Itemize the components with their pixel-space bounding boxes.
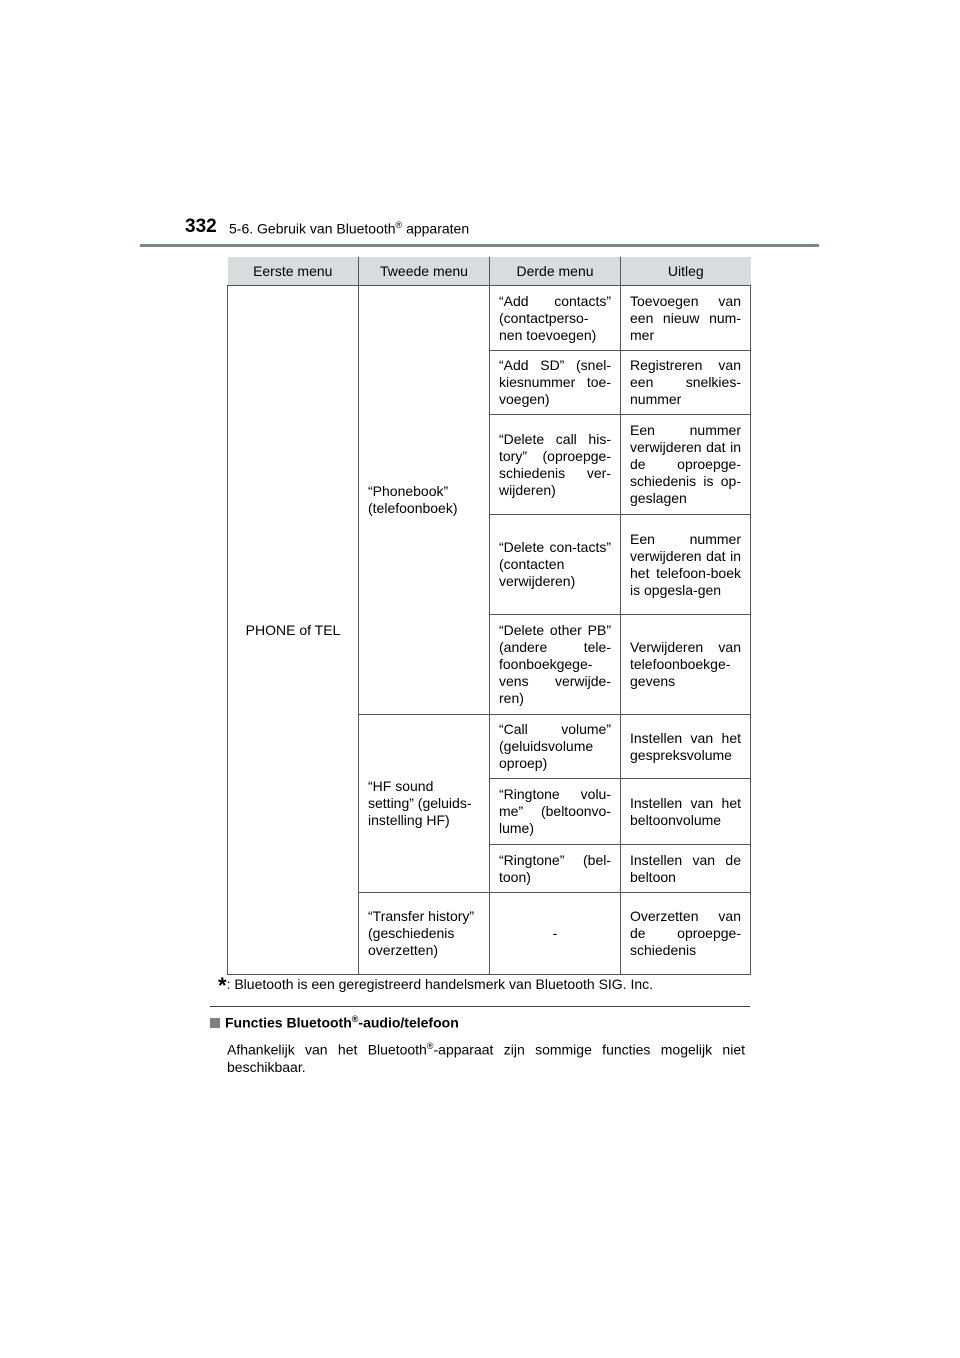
menu-table: [227, 257, 751, 975]
page-number: 332: [185, 216, 217, 237]
section-divider: [210, 1006, 750, 1007]
explanation-cell: Registreren van een snelkies-nummer: [621, 351, 751, 415]
subsection-heading: Functies Bluetooth®-audio/telefoon: [210, 1014, 459, 1031]
table-row: [228, 286, 751, 351]
header-rule: [140, 244, 819, 247]
section-title: 5-6. Gebruik van Bluetooth® apparaten: [229, 220, 470, 237]
footnote-star: *: [218, 973, 227, 998]
third-menu-cell: “Add contacts” (contactperso-nen toevoegen): [490, 286, 621, 351]
explanation-cell: Een nummer verwijderen dat in de oproepge-schiedenis is op-geslagen: [621, 415, 751, 515]
explanation-cell: Overzetten van de oproepge-schiedenis: [621, 893, 751, 975]
explanation-cell: Verwijderen van telefoonboekge-gevens: [621, 615, 751, 715]
second-menu-cell: “Transfer history” (geschiedenis overzetten): [359, 893, 490, 975]
footnote-text: : Bluetooth is een geregistreerd handelsmerk van Bluetooth SIG. Inc.: [226, 976, 654, 992]
table-header-row: [228, 257, 751, 286]
square-bullet-icon: [210, 1018, 220, 1028]
page-header: [185, 216, 825, 246]
third-menu-cell: “Add SD” (snel-kiesnummer toe-voegen): [490, 351, 621, 415]
explanation-cell: Een nummer verwijderen dat in het telefoon-boek is opgesla-gen: [621, 515, 751, 615]
third-menu-cell: “Ringtone volu-me” (beltoonvo-lume): [490, 779, 621, 845]
subsection-body: Afhankelijk van het Bluetooth®-apparaat zijn sommige functies mogelijk niet beschikbaar.: [227, 1041, 745, 1075]
third-menu-cell: “Ringtone” (bel-toon): [490, 845, 621, 893]
explanation-cell: Instellen van de beltoon: [621, 845, 751, 893]
column-header: Tweede menu: [359, 257, 490, 286]
third-menu-cell: “Delete other PB” (andere tele-foonboekgege-vens verwijde-ren): [490, 615, 621, 715]
registered-mark: ®: [426, 1041, 434, 1051]
column-header: Eerste menu: [228, 257, 359, 286]
third-menu-cell: “Call volume” (geluidsvolume oproep): [490, 715, 621, 779]
third-menu-cell: -: [490, 893, 621, 975]
first-menu-cell: PHONE of TEL: [228, 286, 359, 975]
second-menu-cell: “Phonebook” (telefoonboek): [359, 286, 490, 715]
second-menu-cell: “HF sound setting” (geluids-instelling HF): [359, 715, 490, 893]
explanation-cell: Toevoegen van een nieuw num-mer: [621, 286, 751, 351]
third-menu-cell: “Delete call his-tory” (oproepge-schiedenis ver-wijderen): [490, 415, 621, 515]
registered-mark: ®: [395, 220, 403, 230]
footnote: [218, 973, 653, 999]
column-header: Derde menu: [490, 257, 621, 286]
explanation-cell: Instellen van het beltoonvolume: [621, 779, 751, 845]
registered-mark: ®: [351, 1014, 359, 1024]
third-menu-cell: “Delete con-tacts” (contacten verwijderen): [490, 515, 621, 615]
explanation-cell: Instellen van het gespreksvolume: [621, 715, 751, 779]
column-header: Uitleg: [621, 257, 751, 286]
